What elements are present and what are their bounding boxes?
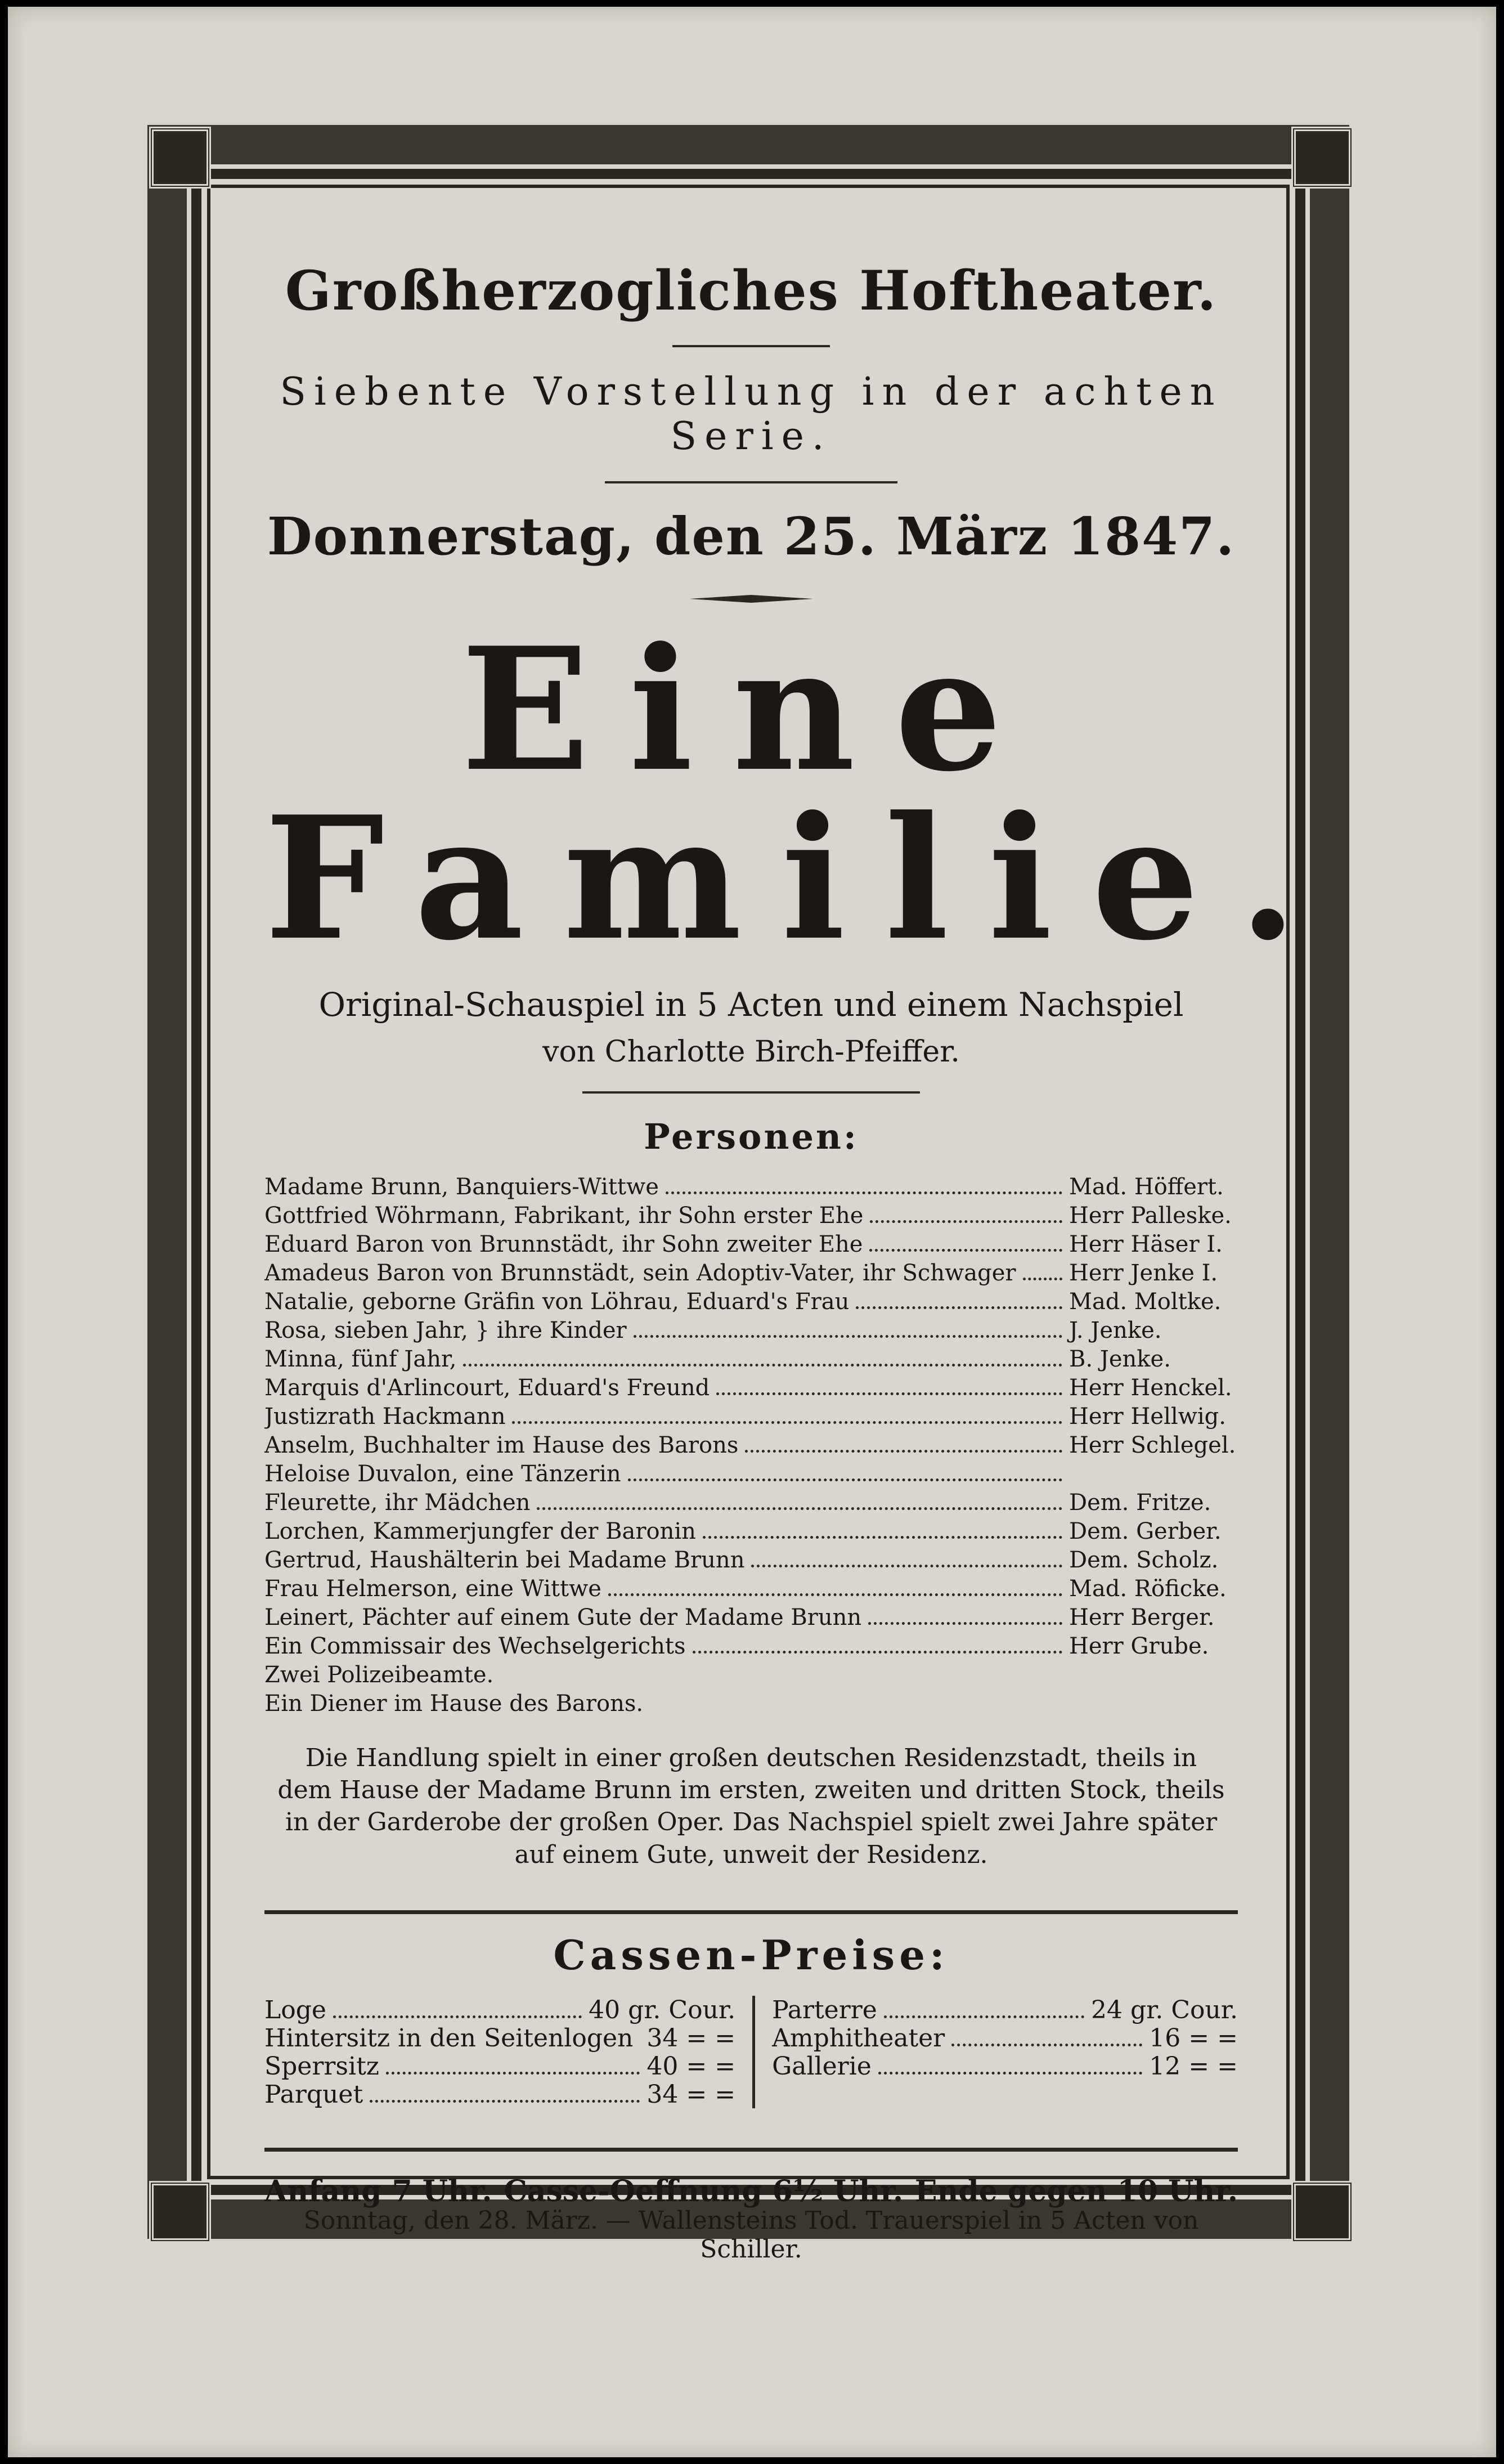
- end-time: Ende gegen 10 Uhr.: [914, 2174, 1238, 2208]
- price-row: [772, 2024, 1238, 2052]
- price-value: 40 = =: [647, 2051, 736, 2081]
- price-label: Parquet: [264, 2080, 363, 2109]
- price-value: 16 = =: [1149, 2023, 1238, 2053]
- setting-description: Die Handlung spielt in einer großen deutschen Residenzstadt, theils in dem Hause der Madame Brunn im ersten, zweiten und dritten Stock, theils in der Garderobe der großen Oper. Das Nachspiel spielt zwei Jahre später auf einem Gute, unweit der Residenz.: [277, 1744, 1225, 1869]
- leader-dots: [693, 1651, 1063, 1654]
- leader-dots: [608, 1593, 1062, 1596]
- leader-dots: [703, 1536, 1062, 1539]
- leader-dots: [878, 2072, 1142, 2075]
- cast-role: Justizrath Hackmann: [264, 1404, 506, 1430]
- corner-ornament-top-right: [1291, 127, 1353, 189]
- cast-actor: Herr Schlegel.: [1069, 1432, 1236, 1458]
- cast-actor: Dem. Fritze.: [1069, 1490, 1211, 1516]
- leader-dots: [666, 1191, 1062, 1194]
- play-title: Eine Familie.: [264, 610, 1337, 978]
- price-row: [772, 2052, 1238, 2080]
- cast-list: [264, 1174, 1238, 1719]
- price-label: Parterre: [772, 1995, 877, 2024]
- price-label: Sperrsitz: [264, 2051, 379, 2081]
- cast-actor: Herr Palleske.: [1069, 1203, 1232, 1229]
- cast-row: [264, 1605, 1238, 1633]
- leader-dots: [512, 1421, 1062, 1424]
- cast-actor: Herr Berger.: [1069, 1605, 1215, 1630]
- leader-dots: [870, 1220, 1062, 1223]
- cast-role: Frau Helmerson, eine Wittwe: [264, 1576, 601, 1602]
- play-author: von Charlotte Birch-Pfeiffer.: [542, 1035, 960, 1069]
- cast-row: [264, 1231, 1238, 1260]
- leader-dots: [745, 1450, 1062, 1453]
- performance-date: Donnerstag, den 25. März 1847.: [267, 506, 1236, 567]
- cast-row: [264, 1174, 1238, 1203]
- cast-actor: Herr Henckel.: [1069, 1375, 1232, 1401]
- cast-actor: J. Jenke.: [1069, 1318, 1162, 1343]
- leader-dots: [370, 2100, 640, 2103]
- cast-role: Madame Brunn, Banquiers-Wittwe: [264, 1174, 659, 1200]
- price-value: 12 = =: [1149, 2051, 1238, 2081]
- cast-role: Heloise Duvalon, eine Tänzerin: [264, 1461, 621, 1487]
- corner-ornament-top-left: [149, 127, 211, 189]
- leader-dots: [716, 1392, 1062, 1395]
- price-row: [772, 1996, 1238, 2024]
- cast-row: [264, 1547, 1238, 1576]
- cast-row: [264, 1203, 1238, 1231]
- price-column-divider: [752, 1996, 755, 2108]
- cast-actor: Mad. Höffert.: [1069, 1174, 1224, 1200]
- cast-role: Ein Commissair des Wechselgerichts: [264, 1633, 686, 1659]
- cast-row: [264, 1461, 1238, 1490]
- cast-actor: Mad. Röficke.: [1069, 1576, 1227, 1602]
- cast-role: Minna, fünf Jahr,: [264, 1346, 457, 1372]
- cast-actor: Dem. Gerber.: [1069, 1518, 1222, 1544]
- schedule: [264, 2174, 1238, 2208]
- cast-actor: Herr Häser I.: [1069, 1231, 1223, 1257]
- cast-actor: Mad. Moltke.: [1069, 1289, 1222, 1315]
- leader-dots: [333, 2015, 582, 2018]
- cast-role: Natalie, geborne Gräfin von Löhrau, Eduard's Frau: [264, 1289, 850, 1315]
- theatre-name: Großherzogliches Hoftheater.: [285, 259, 1218, 322]
- cast-role: Fleurette, ihr Mädchen: [264, 1490, 531, 1516]
- cast-role: Marquis d'Arlincourt, Eduard's Freund: [264, 1375, 710, 1401]
- leader-dots: [869, 1249, 1062, 1252]
- corner-ornament-bottom-left: [149, 2181, 211, 2243]
- leader-dots: [884, 2015, 1084, 2018]
- cast-row: [264, 1518, 1238, 1547]
- cast-row: [264, 1691, 1238, 1719]
- cast-row: [264, 1576, 1238, 1605]
- cast-actor: Herr Hellwig.: [1069, 1404, 1227, 1430]
- leader-dots: [628, 1479, 1062, 1481]
- cast-role: Lorchen, Kammerjungfer der Baronin: [264, 1518, 696, 1544]
- box-office-time: Casse-Oeffnung 6½ Uhr.: [504, 2174, 904, 2208]
- price-column-left: [264, 1996, 735, 2108]
- playbill-content: [264, 236, 1337, 2208]
- price-value: 40 gr. Cour.: [589, 1995, 736, 2024]
- play-subtitle: Original-Schauspiel in 5 Acten und einem Nachspiel: [318, 985, 1184, 1024]
- leader-dots: [868, 1622, 1062, 1625]
- leader-dots: [634, 1335, 1062, 1338]
- price-value: 34 = =: [647, 2080, 736, 2109]
- price-label: Amphitheater: [772, 2023, 945, 2053]
- price-label: Loge: [264, 1995, 326, 2024]
- price-row: [264, 2080, 735, 2108]
- section-rule: [264, 2148, 1238, 2152]
- cast-row: [264, 1375, 1238, 1404]
- corner-ornament-bottom-right: [1291, 2181, 1353, 2243]
- cast-role: Amadeus Baron von Brunnstädt, sein Adoptiv-Vater, ihr Schwager: [264, 1260, 1016, 1286]
- price-label: Hintersitz in den Seitenlogen: [264, 2023, 634, 2053]
- cast-row: [264, 1633, 1238, 1662]
- leader-dots: [951, 2044, 1142, 2046]
- price-value: 24 gr. Cour.: [1091, 1995, 1238, 2024]
- leader-dots: [751, 1565, 1062, 1567]
- section-rule: [264, 1910, 1238, 1914]
- cast-heading: Personen:: [644, 1116, 859, 1157]
- cast-role: Leinert, Pächter auf einem Gute der Madame Brunn: [264, 1605, 862, 1630]
- divider-rule: [605, 481, 897, 483]
- cast-row: [264, 1490, 1238, 1518]
- cast-row: [264, 1346, 1238, 1375]
- cast-row: [264, 1432, 1238, 1461]
- price-label: Gallerie: [772, 2051, 872, 2081]
- performance-series: Siebente Vorstellung in der achten Serie.: [280, 370, 1223, 459]
- cast-role: Gertrud, Haushälterin bei Madame Brunn: [264, 1547, 745, 1573]
- start-time: Anfang 7 Uhr.: [264, 2174, 492, 2208]
- prices-heading: Cassen-Preise:: [553, 1930, 949, 1979]
- leader-dots: [463, 1364, 1062, 1367]
- price-value: 34 = =: [647, 2023, 736, 2053]
- cast-actor: B. Jenke.: [1069, 1346, 1171, 1372]
- divider-rule: [672, 345, 830, 347]
- cast-role: Anselm, Buchhalter im Hause des Barons: [264, 1432, 739, 1458]
- leader-dots: [856, 1306, 1062, 1309]
- cast-row: [264, 1318, 1238, 1346]
- price-column-right: [772, 1996, 1238, 2108]
- price-row: [264, 1996, 735, 2024]
- cast-actor: Herr Grube.: [1069, 1633, 1209, 1659]
- cast-role: Gottfried Wöhrmann, Fabrikant, ihr Sohn erster Ehe: [264, 1203, 864, 1229]
- cast-row: [264, 1662, 1238, 1691]
- cast-role: Eduard Baron von Brunnstädt, ihr Sohn zweiter Ehe: [264, 1231, 863, 1257]
- price-row: [264, 2024, 735, 2052]
- cast-row: [264, 1289, 1238, 1318]
- cast-role: Rosa, sieben Jahr, } ihre Kinder: [264, 1318, 627, 1343]
- cast-actor: Dem. Scholz.: [1069, 1547, 1219, 1573]
- leader-dots: [1023, 1278, 1062, 1280]
- next-performance-notice: Sonntag, den 28. März. — Wallensteins Tod. Trauerspiel in 5 Acten von Schiller.: [303, 2206, 1199, 2264]
- divider-rule: [582, 1091, 920, 1094]
- cast-actor: Herr Jenke I.: [1069, 1260, 1218, 1286]
- leader-dots: [537, 1507, 1062, 1510]
- cast-row: [264, 1404, 1238, 1432]
- price-row: [264, 2052, 735, 2080]
- cast-row: [264, 1260, 1238, 1289]
- cast-role: Zwei Polizeibeamte.: [264, 1662, 494, 1688]
- leader-dots: [386, 2072, 640, 2075]
- cast-role: Ein Diener im Hause des Barons.: [264, 1691, 644, 1717]
- price-table: [264, 1996, 1238, 2108]
- diamond-divider: [689, 595, 813, 603]
